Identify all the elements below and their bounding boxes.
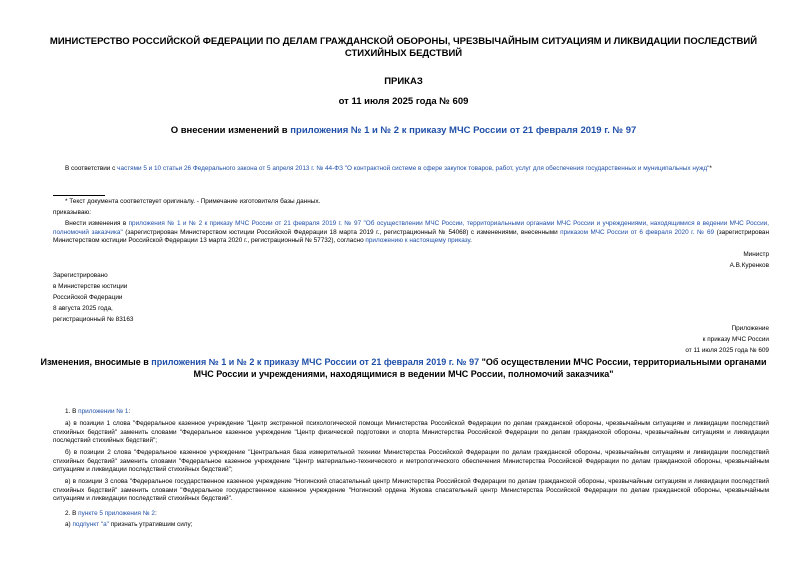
item-1b: б) в позиции 2 слова "Федеральное казенное учреждение "Центральная база измерительной техники Министерства Российской Федерации по делам гражданской обороны, чрезвычайным ситуациям и ликвидации последствий стихийных бедствий" заменить словами "Федеральное казенное учреждение "Центр материально-технического и метрологического обеспечения Министерства Российской Федерации по делам гражданской обороны, чрезвычайным ситуациям и ликвидации последствий стихийных бедствий"; [53, 449, 769, 473]
appendix-ref-line-1: Приложение [731, 325, 769, 332]
document-type: ПРИКАЗ [384, 76, 423, 87]
order-link-appendix[interactable]: приложению к настоящему приказу [365, 237, 471, 244]
registration-line-2: в Министерстве юстиции [53, 283, 128, 290]
changes-title-text-2: "Об осуществлении МЧС России, территориальными органами МЧС России и учреждениями, находящимися в ведении МЧС России, полномочий заказчика" [193, 357, 767, 379]
preamble-footnote-mark: * [709, 165, 712, 172]
appendix-ref-line-3: от 11 июля 2025 года № 609 [685, 347, 769, 354]
item-1-text: 1. В [65, 408, 79, 415]
item-1 [53, 408, 769, 417]
changes-title-link[interactable]: приложения № 1 и № 2 к приказу МЧС России от 21 февраля 2019 г. № 97 [151, 357, 480, 367]
preamble-law-link[interactable]: частями 5 и 10 статьи 26 Федерального закона от 5 апреля 2013 г. № 44-ФЗ "О контрактной системе в сфере закупок товаров, работ, услуг для обеспечения государственных и муниципальных нужд" [117, 165, 710, 172]
subject-text: О внесении изменений в [170, 125, 291, 136]
registration-line-4: 8 августа 2025 года, [53, 305, 113, 312]
order-text-2: (зарегистрирован Министерством юстиции Российской Федерации 18 марта 2019 г., регистрационный № 54068) с изменениями, внесенными [122, 228, 561, 236]
order-link-appendices[interactable]: приложения № 1 и № 2 к приказу МЧС России от 21 февраля 2019 г. № 97 "Об осуществлении МЧС России, территориальными органами МЧС России и учреждениями, находящимися в ведении МЧС России, полномочий заказчика" [53, 220, 769, 236]
item-2a-link[interactable]: подпункт "а" [72, 521, 109, 528]
registration-line-5: регистрационный № 83163 [53, 316, 134, 323]
item-1-colon: : [128, 408, 131, 415]
changes-title [40, 357, 767, 380]
signature-name: А.В.Куренков [729, 262, 769, 269]
item-2 [53, 510, 769, 519]
item-2-text: 2. В [65, 510, 79, 517]
preamble-text: В соответствии с [65, 165, 118, 172]
item-2a-text-2: признать утратившим силу; [108, 521, 193, 528]
signature-position: Министр [743, 251, 769, 258]
item-2-colon: : [154, 510, 157, 517]
changes-title-text-1: Изменения, вносимые в [40, 357, 152, 367]
order-link-amending-order[interactable]: приказом МЧС России от 6 февраля 2020 г. № 69 [560, 228, 715, 236]
preamble [53, 165, 769, 174]
footnote-divider [53, 195, 105, 196]
order-text-3: (зарегистрирован Министерством юстиции Российской Федерации 13 марта 2020 г., регистрационный № 57732), согласно [53, 228, 769, 244]
document-subject [20, 125, 787, 137]
item-2a [53, 521, 769, 530]
document-date-number: от 11 июля 2025 года № 609 [338, 96, 469, 107]
item-1c: в) в позиции 3 слова "Федеральное государственное казенное учреждение "Ногинский спасательный центр Министерства Российской Федерации по делам гражданской обороны, чрезвычайным ситуациям и ликвидации последствий стихийных бедствий" заменить словами "Федеральное государственное казенное учреждение "Ногинский ордена Жукова спасательный центр Министерства Российской Федерации по делам гражданской обороны, чрезвычайным ситуациям и ликвидации последствий стихийных бедствий". [53, 478, 769, 502]
item-1-link[interactable]: приложении № 1 [78, 408, 129, 415]
footnote: * Текст документа соответствует оригиналу. - Примечание изготовителя базы данных. [65, 198, 321, 205]
subject-link[interactable]: приложения № 1 и № 2 к приказу МЧС России от 21 февраля 2019 г. № 97 [290, 125, 637, 136]
order-text-4: . [470, 237, 472, 244]
item-2-link[interactable]: пункте 5 приложения № 2 [78, 510, 155, 517]
registration-line-1: Зарегистрировано [53, 272, 108, 279]
registration-line-3: Российской Федерации [53, 294, 123, 301]
appendix-ref-line-2: к приказу МЧС России [702, 336, 769, 343]
order-word: приказываю: [53, 209, 91, 216]
order-paragraph [53, 220, 769, 246]
item-1a: а) в позиции 1 слова "Федеральное казенное учреждение "Центр экстренной психологической помощи Министерства Российской Федерации по делам гражданской обороны, чрезвычайным ситуациям и ликвидации последствий стихийных бедствий" заменить словами "Федеральное казенное учреждение "Центр физической подготовки и спорта Министерства Российской Федерации по делам гражданской обороны, чрезвычайным ситуациям и ликвидации последствий стихийных бедствий"; [53, 420, 769, 444]
item-2a-text: а) [65, 521, 73, 528]
order-text-1: Внести изменения в [65, 220, 129, 227]
ministry-heading: МИНИСТЕРСТВО РОССИЙСКОЙ ФЕДЕРАЦИИ ПО ДЕЛАМ ГРАЖДАНСКОЙ ОБОРОНЫ, ЧРЕЗВЫЧАЙНЫМ СИТУАЦИЯМ И ЛИКВИДАЦИИ ПОСЛЕДСТВИЙ СТИХИЙНЫХ БЕДСТВИЙ [49, 36, 758, 59]
